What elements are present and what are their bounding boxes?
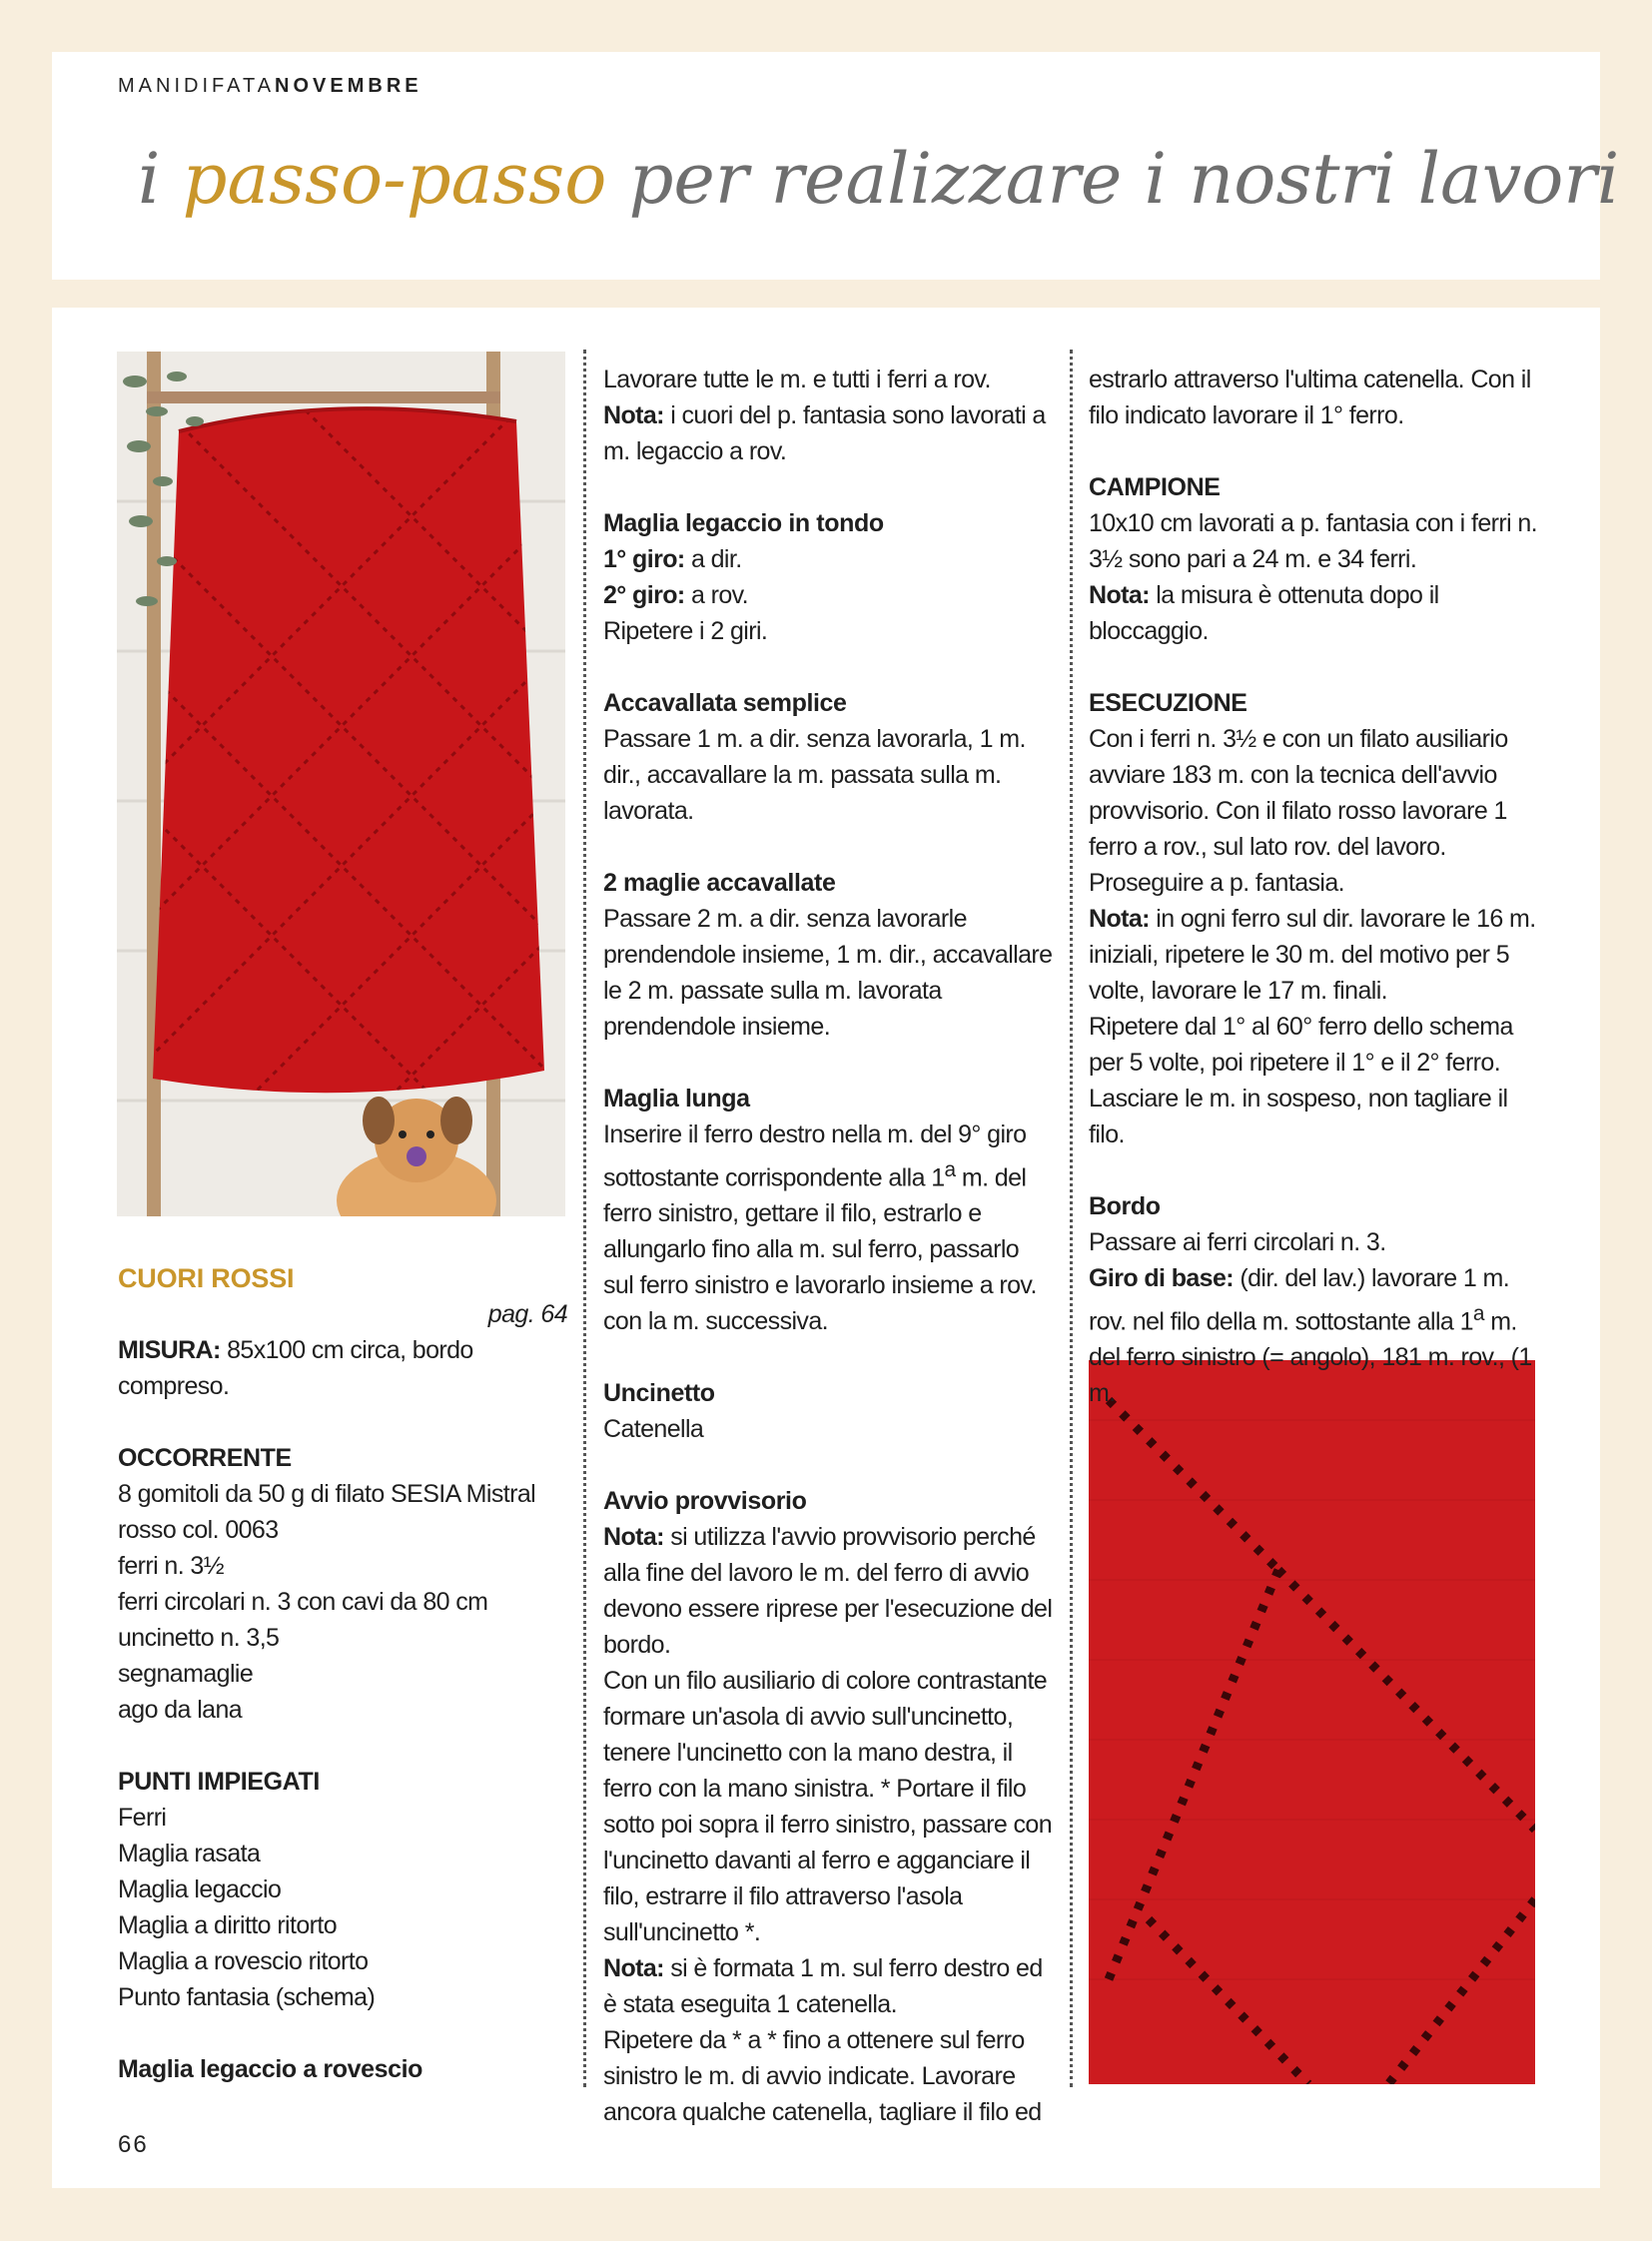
magazine-name: MANIDIFATANOVEMBRE [118, 75, 422, 97]
legaccio-rovescio-heading: Maglia legaccio a rovescio [118, 2055, 423, 2083]
avvio-heading: Avvio provvisorio [603, 1487, 807, 1516]
occorrente-heading: OCCORRENTE [118, 1444, 292, 1472]
bordo-heading: Bordo [1089, 1192, 1161, 1220]
paragraph: Ripetere dal 1° al 60° ferro dello schema per 5 volte, poi ripetere il 1° e il 2° ferro. Lasciare le m. in sospeso, non tagliare il filo. [1089, 1013, 1513, 1148]
nota: Nota: si è formata 1 m. sul ferro destro ed è stata eseguita 1 catenella. [603, 1954, 1043, 2019]
occorrente-item: 8 gomitoli da 50 g di filato SESIA Mistral rosso col. 0063 [118, 1480, 536, 1544]
paragraph: Passare 1 m. a dir. senza lavorarla, 1 m. dir., accavallare la m. passata sulla m. lavorata. [603, 725, 1026, 825]
giro-2: 2° giro: a rov. [603, 581, 749, 609]
middle-column [603, 362, 1053, 2130]
nota: Nota: in ogni ferro sul dir. lavorare le 16 m. iniziali, ripetere le 30 m. del motivo per 5 volte, lavorare le 17 m. finali. [1089, 905, 1536, 1005]
occorrente-item: ferri n. 3½ [118, 1552, 224, 1580]
right-column [1089, 362, 1538, 1411]
paragraph: Con i ferri n. 3½ e con un filato ausiliario avviare 183 m. con la tecnica dell'avvio provvisorio. Con il filato rosso lavorare 1 ferro a rov., sul lato rov. del lavoro. Proseguire a p. fantasia. [1089, 725, 1508, 897]
paragraph: Con un filo ausiliario di colore contrastante formare un'asola di avvio sull'uncinetto, tenere l'uncinetto con la mano destra, il ferro con la mano sinistra. * Portare il filo sotto poi sopra il ferro sinistro, passare con l'uncinetto davanti al ferro e agganciare il filo, estrarre il filo attraverso l'asola sull'uncinetto *. [603, 1667, 1053, 1947]
paragraph: Lavorare tutte le m. e tutti i ferri a rov. [603, 366, 991, 393]
maglia-lunga-heading: Maglia lunga [603, 1085, 750, 1113]
punti-heading: PUNTI IMPIEGATI [118, 1768, 320, 1796]
punti-item: Maglia rasata [118, 1840, 261, 1868]
giro-1: 1° giro: a dir. [603, 545, 742, 573]
punti-item: Maglia a diritto ritorto [118, 1911, 338, 1939]
column-divider-left [583, 350, 586, 2087]
page-number: 66 [118, 2131, 149, 2158]
paragraph: Inserire il ferro destro nella m. del 9° giro sottostante corrispondente alla 1$^a$ m. del ferro sinistro, gettare il filo, estrarlo e allungarlo fino alla m. sul ferro, passarlo sul ferro sinistro e lavorarlo insieme a rov. con la m. successiva. [603, 1120, 1037, 1336]
occorrente-item: uncinetto n. 3,5 [118, 1624, 280, 1652]
swatch-photo [1089, 1360, 1535, 2084]
occorrente-item: segnamaglie [118, 1660, 254, 1688]
knit-swatch-illustration [1089, 1360, 1535, 2084]
paragraph: 10x10 cm lavorati a p. fantasia con i ferri n. 3½ sono pari a 24 m. e 34 ferri. [1089, 509, 1538, 573]
accavallata-heading: Accavallata semplice [603, 689, 847, 717]
campione-heading: CAMPIONE [1089, 473, 1221, 501]
occorrente-item: ferri circolari n. 3 con cavi da 80 cm [118, 1588, 488, 1616]
column-divider-right [1070, 350, 1073, 2087]
left-column [118, 1260, 567, 2087]
page-title: i passo-passo per realizzare i nostri lavori [138, 138, 1620, 220]
nota: Nota: i cuori del p. fantasia sono lavorati a m. legaccio a rov. [603, 401, 1046, 465]
punti-item: Ferri [118, 1804, 167, 1832]
giro-di-base: Giro di base: (dir. del lav.) lavorare 1 m. rov. nel filo della m. sottostante alla 1$^a$ m. del ferro sinistro (= angolo), 181 m. rov., (1 m. [1089, 1264, 1532, 1408]
punti-item: Maglia a rovescio ritorto [118, 1947, 369, 1975]
tondo-heading: Maglia legaccio in tondo [603, 509, 884, 537]
paragraph: Ripetere da * a * fino a ottenere sul ferro sinistro le m. di avvio indicate. Lavorare ancora qualche catenella, tagliare il filo ed [603, 2026, 1042, 2127]
paragraph: Passare ai ferri circolari n. 3. [1089, 1228, 1386, 1256]
paragraph: Ripetere i 2 giri. [603, 617, 768, 645]
project-title: CUORI ROSSI [118, 1263, 295, 1293]
paragraph: Passare 2 m. a dir. senza lavorarle prendendole insieme, 1 m. dir., accavallare le 2 m. passate sulla m. lavorata prendendole insieme. [603, 905, 1053, 1041]
accavallate-heading: 2 maglie accavallate [603, 869, 836, 897]
esecuzione-heading: ESECUZIONE [1089, 689, 1247, 717]
punti-item: Punto fantasia (schema) [118, 1983, 376, 2011]
nota: Nota: la misura è ottenuta dopo il bloccaggio. [1089, 581, 1439, 645]
blanket-photo [117, 352, 565, 1216]
blanket-illustration [117, 352, 565, 1216]
occorrente-item: ago da lana [118, 1696, 243, 1724]
page-ref: pag. 64 [487, 1300, 567, 1328]
uncinetto-heading: Uncinetto [603, 1379, 715, 1408]
paragraph: estrarlo attraverso l'ultima catenella. Con il filo indicato lavorare il 1° ferro. [1089, 366, 1531, 429]
paragraph: Catenella [603, 1415, 704, 1444]
misura: MISURA: 85x100 cm circa, bordo compreso. [118, 1336, 473, 1400]
punti-item: Maglia legaccio [118, 1875, 282, 1903]
nota: Nota: si utilizza l'avvio provvisorio perché alla fine del lavoro le m. del ferro di avvio devono essere riprese per l'esecuzione del bordo. [603, 1523, 1053, 1660]
